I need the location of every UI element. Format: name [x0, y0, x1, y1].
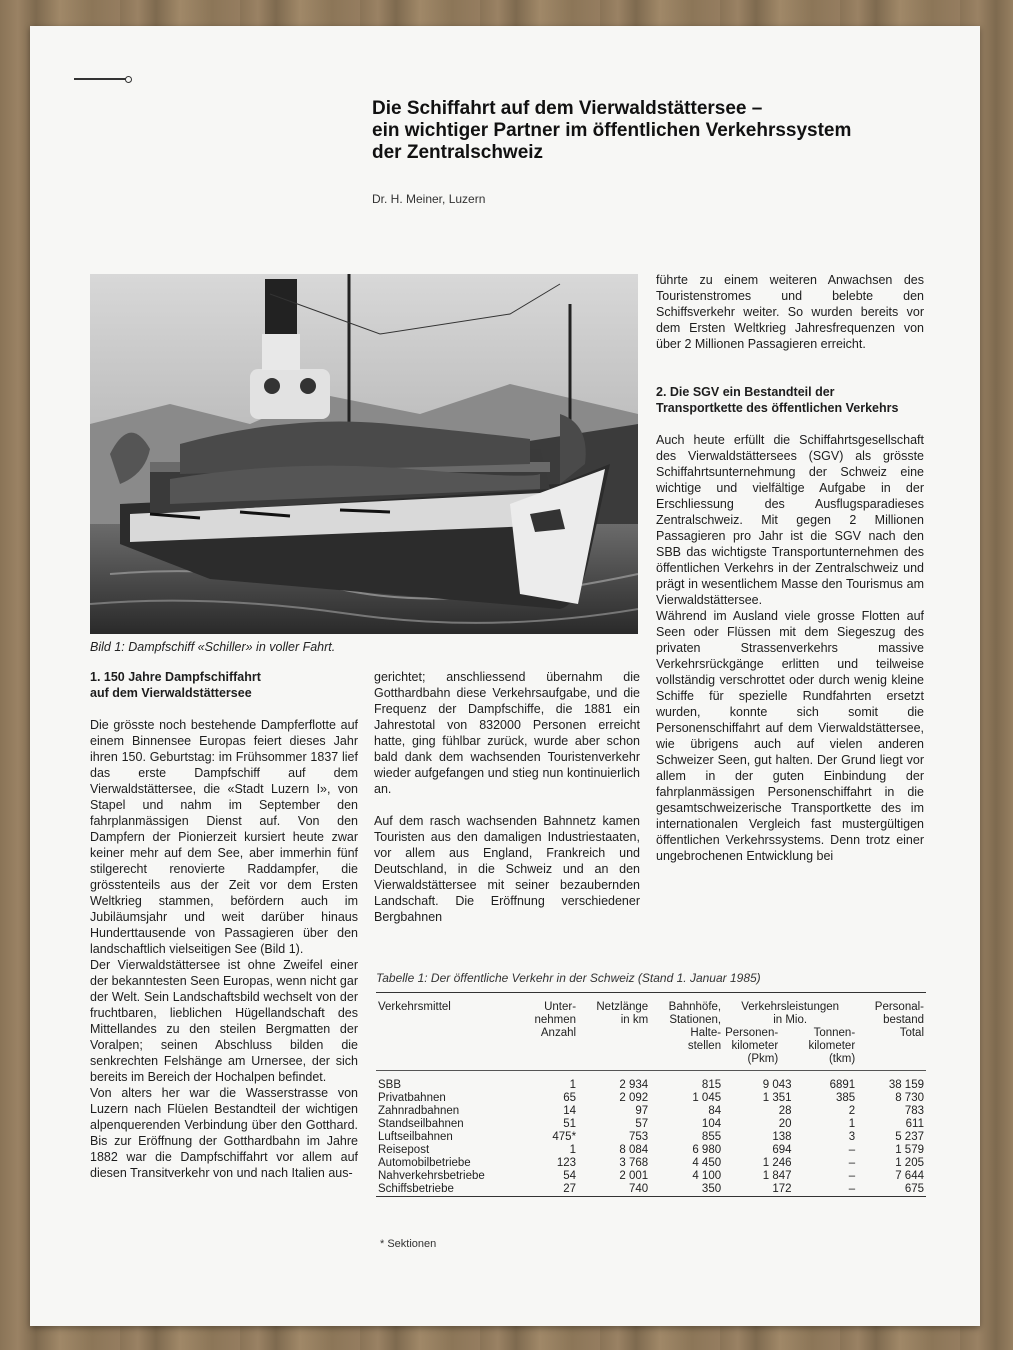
table-cell: 8 730: [895, 1092, 924, 1104]
table-cell: Privatbahnen: [378, 1092, 446, 1104]
table-cell: 475*: [552, 1131, 577, 1143]
table-cell: –: [848, 1157, 856, 1169]
header-personal: Personal- bestand Total: [874, 1001, 924, 1039]
table-cell: 5 237: [895, 1131, 924, 1143]
table-cell: 6 980: [692, 1144, 722, 1156]
section-heading-1: 1. 150 Jahre Dampfschiffahrt auf dem Vierwaldstättersee: [90, 670, 261, 700]
table-caption: Tabelle 1: Der öffentliche Verkehr in der Schweiz (Stand 1. Januar 1985): [376, 971, 761, 985]
document-page: [30, 26, 980, 1326]
table-cell: 8 084: [619, 1144, 649, 1156]
table-cell: 350: [701, 1183, 722, 1195]
paragraph: Die grösste noch bestehende Dampferflotte auf einem Binnensee Europas feiert dieses Jahr ihren 150. Geburtstag: im Frühsommer 1837 lief das erste Dampfschiff auf dem Vierwaldstättersee, die «Stadt Luzern I», von Stapel und nahm im September den fahrplanmässigen Dienst auf. Von den Dampfern der Pionierzeit kursiert heute zwar keiner mehr auf dem See, aber immerhin fünf stilgerecht renovierte Raddampfer, die grösstenteils aus der Zeit vor dem Ersten Weltkrieg stammen, befördern auch im Jubiläumsjahr und weit darüber hinaus Hunderttausende von Passagieren über den landschaftlich vielseitigen See (Bild 1).: [90, 718, 358, 956]
text-column-2: [374, 669, 640, 925]
table-row: [376, 1183, 926, 1197]
table-cell: 104: [701, 1118, 722, 1130]
table-cell: 84: [708, 1105, 722, 1117]
table-cell: Reisepost: [378, 1144, 430, 1156]
table-cell: 14: [563, 1105, 577, 1117]
paragraph: Von alters her war die Wasserstrasse von Luzern nach Flüelen Bestandteil der wichtigen alpenquerenden Verbindung über den Gotthard. Bis zur Eröffnung der Gotthardbahn im Jahre 1882 war die Dampfschiffahrt vor allem auf diesen Transitverkehr von und nach Italien aus-: [90, 1086, 358, 1180]
table-cell: 28: [778, 1105, 792, 1117]
table-cell: Nahverkehrsbetriebe: [378, 1170, 485, 1182]
photo-caption: Bild 1: Dampfschiff «Schiller» in voller Fahrt.: [90, 640, 336, 654]
article-title: Die Schiffahrt auf dem Vierwaldstättersee – ein wichtiger Partner im öffentlichen Verkehrssystem der Zentralschweiz: [372, 98, 852, 163]
table-cell: 1 246: [762, 1157, 792, 1169]
table-cell: –: [848, 1144, 856, 1156]
table-row: [376, 1144, 926, 1157]
paragraph: führte zu einem weiteren Anwachsen des Touristenstromes und belebte den Schiffsverkehr weiter. So wurden bereits vor dem Ersten Weltkrieg Jahresfrequenzen von über 2 Millionen Passagieren erreicht.: [656, 273, 924, 351]
table-cell: 4 100: [692, 1170, 722, 1182]
table-cell: 740: [628, 1183, 649, 1195]
table-cell: 27: [563, 1183, 577, 1195]
header-unternehmen: Unter- nehmen Anzahl: [534, 1001, 577, 1039]
table-cell: 783: [904, 1105, 924, 1117]
table-cell: 123: [556, 1157, 577, 1169]
table-cell: Zahnradbahnen: [378, 1105, 460, 1117]
table-cell: 1 205: [895, 1157, 924, 1169]
table-cell: 172: [772, 1183, 792, 1195]
header-bahnhoefe: Bahnhöfe, Stationen, Halte- stellen: [668, 1001, 722, 1052]
table-cell: 3 768: [619, 1157, 649, 1169]
table-cell: 1 351: [762, 1092, 792, 1104]
paragraph: Während im Ausland viele grosse Flotten auf Seen oder Flüssen mit dem Siegeszug des privaten Strassenverkehrs massive Verkehrsrückgänge erlitten und teilweise vollständig verschrottet oder durch wenig kleine Schiffe für spezielle Rundfahrten ersetzt wurden, konnte sich somit die Personenschiffahrt auf dem Vierwaldstättersee, wie übrigens auch auf vielen anderen Schweizer Seen, gut halten. Der Grund liegt vor allem in der guten Einbindung der fahrplanmässigen Personenschiffahrt in die gesamtschweizerische Transportkette des im internationalen Vergleich fast mustergültigen öffentlichen Verkehrssystems. Denn trotz einer ungebrochenen Entwicklung bei: [656, 609, 924, 863]
table-row: [376, 1105, 926, 1118]
table-cell: 9 043: [762, 1079, 792, 1091]
table-cell: 753: [628, 1131, 649, 1143]
paragraph: Auch heute erfüllt die Schiffahrtsgesellschaft des Vierwaldstättersees (SGV) als grösste Schiffahrtsunternehmung der Schweiz eine wichtige und vielfältige Aufgabe in der Erschliessung des Ausflugsparadieses Zentralschweiz. Mit gegen 2 Millionen Passagieren pro Jahr ist die SGV nach den SBB das wichtigste Transportunternehmen des öffentlichen Verkehrs in der Zentralschweiz und prägt in wesentlichem Masse den Tourismus am Vierwaldstättersee.: [656, 433, 924, 607]
table-cell: 51: [563, 1118, 577, 1130]
table-row: [376, 1131, 926, 1144]
table-cell: 3: [848, 1131, 856, 1143]
table-cell: 7 644: [895, 1170, 924, 1182]
header-verkehrsmittel: Verkehrsmittel: [378, 1001, 451, 1013]
table-cell: 4 450: [692, 1157, 722, 1169]
table-row: [376, 1092, 926, 1105]
paragraph: gerichtet; anschliessend übernahm die Gotthardbahn diese Verkehrsaufgabe, und die Frequenz der Dampfschiffe, die 1881 ein Jahrestotal von 832000 Personen erreicht hatte, ging fühlbar zurück, wurde aber schon bald dank dem wachsenden Touristenverkehr wieder aufgefangen und stieg nun kontinuierlich an.: [374, 670, 640, 796]
transport-table: [376, 992, 926, 1197]
table-header-row: [376, 993, 926, 1071]
section-heading-2: 2. Die SGV ein Bestandteil der Transportkette des öffentlichen Verkehrs: [656, 385, 899, 415]
table-footnote: * Sektionen: [380, 1238, 437, 1250]
header-netzlaenge: Netzlänge in km: [596, 1001, 649, 1026]
paragraph: Der Vierwaldstättersee ist ohne Zweifel einer der bekanntesten Seen Europas, wenn nicht gar der Welt. Sein Landschaftsbild wechselt von der fruchtbaren, lieblichen Hügellandschaft des Mittellandes zu den steilen Bergmatten der Voralpen; seinen Abschluss bilden die senkrechten Felshänge am Urnersee, der sich bereits im Bereich der Hochalpen befindet.: [90, 958, 358, 1084]
header-verkehrsleistungen: Verkehrsleistungen in Mio. Personen- kilometer (Pkm) Tonnen- kilometer (tkm): [725, 1001, 856, 1065]
table-cell: 38 159: [888, 1079, 924, 1091]
table-cell: 1: [569, 1079, 577, 1091]
table-cell: 54: [563, 1170, 577, 1182]
paper-clip-mark: [74, 78, 128, 80]
table-cell: 1 847: [762, 1170, 792, 1182]
table-cell: 65: [563, 1092, 577, 1104]
text-column-3: [656, 272, 924, 864]
table-cell: 2 001: [619, 1170, 649, 1182]
table-cell: 2 092: [619, 1092, 649, 1104]
table-cell: 1 579: [895, 1144, 924, 1156]
table-cell: 611: [905, 1118, 924, 1130]
table-cell: –: [848, 1170, 856, 1182]
table-row: [376, 1170, 926, 1183]
table-cell: 2 934: [619, 1079, 649, 1091]
text-column-1: [90, 669, 358, 1181]
author-line: Dr. H. Meiner, Luzern: [372, 192, 486, 206]
table-cell: 6891: [829, 1079, 856, 1091]
table-cell: Standseilbahnen: [378, 1118, 464, 1130]
steamship-photo: [90, 274, 638, 634]
table-cell: Luftseilbahnen: [378, 1131, 453, 1143]
table-cell: 675: [904, 1183, 924, 1195]
table-cell: Automobilbetriebe: [378, 1157, 471, 1169]
table-cell: –: [848, 1183, 856, 1195]
table-cell: 815: [701, 1079, 722, 1091]
table-cell: 138: [772, 1131, 792, 1143]
table-cell: 1 045: [692, 1092, 722, 1104]
table-row: [376, 1071, 926, 1093]
table-cell: 1: [848, 1118, 856, 1130]
table-cell: 2: [848, 1105, 856, 1117]
table-row: [376, 1157, 926, 1170]
table-cell: 385: [835, 1092, 856, 1104]
table-cell: 20: [778, 1118, 792, 1130]
table-cell: 1: [569, 1144, 577, 1156]
paragraph: Auf dem rasch wachsenden Bahnnetz kamen Touristen aus den damaligen Industriestaaten, vor allem aus England, Frankreich und Deutschland, in die Schweiz und an den Vierwaldstättersee mit seiner bezaubernden Landschaft. Die Eröffnung verschiedener Bergbahnen: [374, 814, 640, 924]
table-cell: 855: [701, 1131, 722, 1143]
table-cell: Schiffsbetriebe: [378, 1183, 454, 1195]
table-cell: 694: [772, 1144, 792, 1156]
table-cell: 97: [635, 1105, 649, 1117]
table-cell: 57: [635, 1118, 649, 1130]
table-row: [376, 1118, 926, 1131]
table-cell: SBB: [378, 1079, 402, 1091]
